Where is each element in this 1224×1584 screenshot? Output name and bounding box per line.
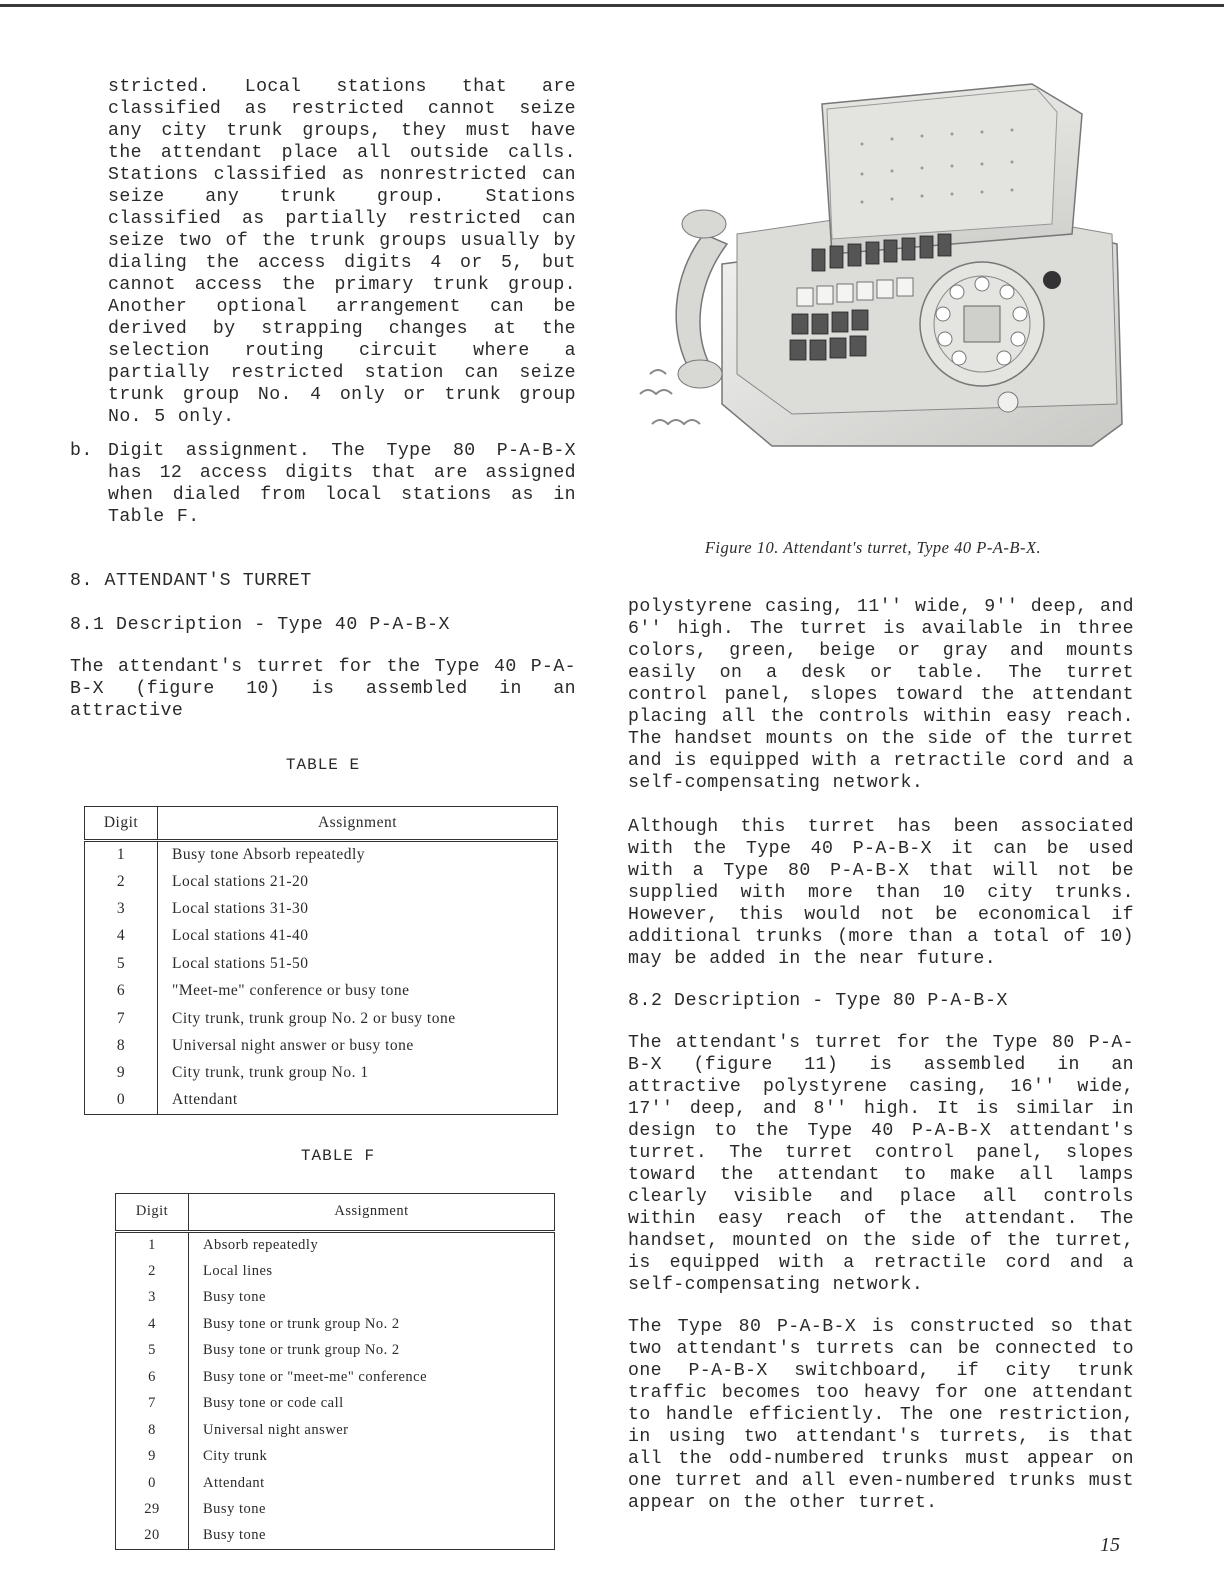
figure-caption: Figure 10. Attendant's turret, Type 40 P-A-B-X. bbox=[704, 538, 1042, 557]
table-row bbox=[85, 895, 558, 922]
table-row bbox=[85, 1060, 558, 1087]
two-turrets-paragraph: The Type 80 P-A-B-X is constructed so that two attendant's turrets can be connected to one P-A-B-X switchboard, if city trunk traffic becomes too heavy for one attendant to handle efficiently. The one restriction, in using two attendant's turrets, is that all the odd-numbered trunks must appear on one turret and all even-numbered trunks must appear on the other turret. bbox=[628, 1317, 1134, 1513]
assignment-cell: Busy tone bbox=[203, 1527, 266, 1544]
assignment-cell: Attendant bbox=[203, 1474, 265, 1491]
digit-cell: 1 bbox=[85, 841, 158, 868]
digit-cell: 7 bbox=[116, 1390, 189, 1417]
top-border-line bbox=[0, 4, 1224, 7]
digit-cell: 1 bbox=[116, 1231, 189, 1258]
table-row bbox=[116, 1284, 555, 1311]
digit-cell: 9 bbox=[116, 1443, 189, 1470]
assignment-cell: Local stations 51-50 bbox=[172, 954, 309, 972]
item-label: b. bbox=[70, 441, 93, 461]
digit-cell: 9 bbox=[85, 1060, 158, 1087]
table-row bbox=[116, 1523, 555, 1550]
digit-cell: 2 bbox=[116, 1258, 189, 1285]
table-row bbox=[116, 1311, 555, 1338]
table-row bbox=[85, 841, 558, 868]
restriction-paragraph: stricted. Local stations that are classified as restricted cannot seize any city trunk groups, they must have the attendant place all outside calls. Stations classified as nonrestricted can seize any trunk group. Stations classified as partially restricted can seize two of the trunk groups usually by dialing the access digits 4 or 5, but cannot access the primary trunk group. Another optional arrangement can be derived by strapping changes at the selection routing circuit where a partially restricted station can seize trunk group No. 4 only or trunk group No. 5 only. bbox=[108, 77, 576, 427]
assignment-cell: Local stations 41-40 bbox=[172, 927, 309, 945]
assignment-cell: Busy tone bbox=[203, 1289, 266, 1306]
assignment-cell: Local lines bbox=[203, 1262, 273, 1279]
digit-cell: 3 bbox=[116, 1284, 189, 1311]
assignment-cell: Busy tone or "meet-me" conference bbox=[203, 1368, 428, 1385]
assignment-cell: Busy tone or trunk group No. 2 bbox=[203, 1315, 400, 1332]
subsection-heading: 8.1 Description - Type 40 P-A-B-X bbox=[70, 615, 450, 635]
table-row bbox=[116, 1231, 555, 1258]
turret-photo bbox=[612, 74, 1134, 464]
turret-casing-paragraph: polystyrene casing, 11'' wide, 9'' deep, and 6'' high. The turret is available in three colors, green, beige or gray and mounts easily on a desk or table. The turret control panel, slopes toward the attendant placing all the controls within easy reach. The handset mounts on the side of the turret and is equipped with a retractile cord and a self-compensating network. bbox=[628, 597, 1134, 793]
table-row bbox=[116, 1417, 555, 1444]
assignment-cell: Busy tone bbox=[203, 1501, 266, 1518]
table-row bbox=[85, 950, 558, 977]
table-f-title: TABLE F bbox=[300, 1146, 376, 1165]
table-row bbox=[116, 1470, 555, 1497]
digit-cell: 8 bbox=[116, 1417, 189, 1444]
table-f-header-assignment: Assignment bbox=[189, 1193, 555, 1231]
assignment-cell: Local stations 21-20 bbox=[172, 872, 309, 890]
assignment-cell: Busy tone or code call bbox=[203, 1395, 344, 1412]
digit-cell: 3 bbox=[85, 895, 158, 922]
assignment-cell: City trunk, trunk group No. 1 bbox=[172, 1064, 369, 1082]
table-row bbox=[85, 1032, 558, 1059]
type80-turret-paragraph: The attendant's turret for the Type 80 P-A-B-X (figure 11) is assembled in an attractive polystyrene casing, 16'' wide, 17'' deep, and 8'' high. It is similar in design to the Type 40 P-A-B-X attendant's turret. The turret control panel, slopes toward the attendant to make all lamps clearly visible and place all controls within easy reach of the attendant. The handset, mounted on the side of the turret, is equipped with a retractile cord and a self-compensating network. bbox=[628, 1033, 1134, 1295]
digit-cell: 0 bbox=[85, 1087, 158, 1114]
page-number: 15 bbox=[1100, 1534, 1120, 1556]
table-row bbox=[116, 1337, 555, 1364]
table-row bbox=[85, 923, 558, 950]
digit-cell: 0 bbox=[116, 1470, 189, 1497]
table-e-header-digit: Digit bbox=[85, 807, 158, 841]
assignment-cell: Absorb repeatedly bbox=[203, 1236, 319, 1253]
assignment-cell: City trunk, trunk group No. 2 or busy tone bbox=[172, 1009, 456, 1027]
table-e-header-assignment: Assignment bbox=[158, 807, 558, 841]
table-row bbox=[116, 1364, 555, 1391]
digit-cell: 5 bbox=[116, 1337, 189, 1364]
digit-cell: 29 bbox=[116, 1496, 189, 1523]
subsection-heading-8-2: 8.2 Description - Type 80 P-A-B-X bbox=[628, 991, 1008, 1011]
table-e bbox=[84, 806, 558, 1115]
table-e-title: TABLE E bbox=[285, 756, 361, 774]
left-column bbox=[70, 76, 576, 1550]
table-f bbox=[115, 1193, 555, 1550]
digit-assignment-item bbox=[70, 440, 576, 528]
digit-cell: 2 bbox=[85, 868, 158, 895]
digit-cell: 8 bbox=[85, 1032, 158, 1059]
table-row bbox=[116, 1443, 555, 1470]
assignment-cell: Busy tone or trunk group No. 2 bbox=[203, 1342, 400, 1359]
digit-cell: 7 bbox=[85, 1005, 158, 1032]
attendant-turret-illustration bbox=[612, 74, 1134, 464]
table-f-header-digit: Digit bbox=[116, 1193, 189, 1231]
assignment-cell: City trunk bbox=[203, 1448, 268, 1465]
digit-cell: 20 bbox=[116, 1523, 189, 1550]
table-row bbox=[85, 868, 558, 895]
digit-cell: 4 bbox=[85, 923, 158, 950]
digit-cell: 6 bbox=[85, 977, 158, 1004]
assignment-cell: Attendant bbox=[172, 1091, 238, 1109]
table-row bbox=[85, 977, 558, 1004]
compatibility-paragraph: Although this turret has been associated with the Type 40 P-A-B-X it can be used with a Type 80 P-A-B-X that will not be supplied with more than 10 city trunks. However, this would not be economical if additional trunks (more than a total of 10) may be added in the near future. bbox=[628, 817, 1134, 969]
digit-cell: 6 bbox=[116, 1364, 189, 1391]
assignment-cell: Busy tone Absorb repeatedly bbox=[172, 845, 366, 863]
assignment-cell: Universal night answer or busy tone bbox=[172, 1036, 414, 1054]
assignment-cell: "Meet-me" conference or busy tone bbox=[172, 982, 410, 1000]
table-row bbox=[116, 1496, 555, 1523]
section-heading: 8. ATTENDANT'S TURRET bbox=[70, 571, 312, 591]
digit-cell: 4 bbox=[116, 1311, 189, 1338]
table-row bbox=[116, 1258, 555, 1285]
item-text: Digit assignment. The Type 80 P-A-B-X has 12 access digits that are assigned when dialed from local stations as in Table F. bbox=[108, 441, 576, 527]
digit-cell: 5 bbox=[85, 950, 158, 977]
assignment-cell: Universal night answer bbox=[203, 1421, 349, 1438]
table-row bbox=[85, 1005, 558, 1032]
table-row bbox=[116, 1390, 555, 1417]
assignment-cell: Local stations 31-30 bbox=[172, 899, 309, 917]
intro-paragraph: The attendant's turret for the Type 40 P-A-B-X (figure 10) is assembled in an attractive bbox=[70, 657, 576, 721]
table-row bbox=[85, 1087, 558, 1114]
right-column bbox=[628, 596, 1134, 1514]
